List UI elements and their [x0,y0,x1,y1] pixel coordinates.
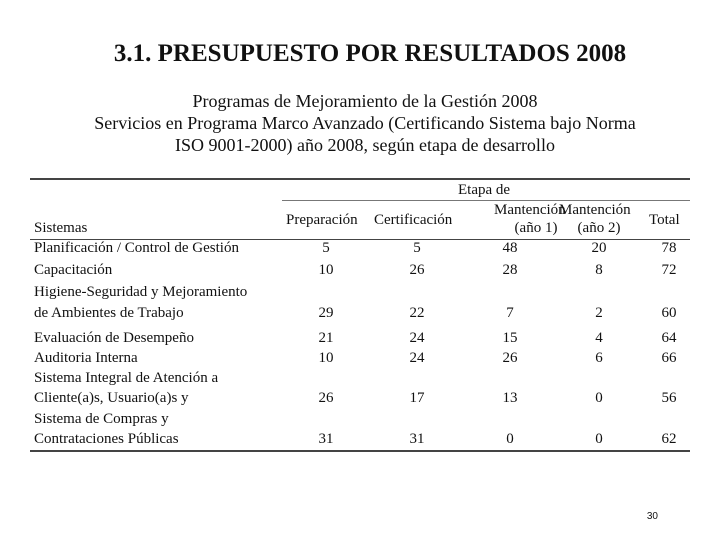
cell-preparacion: 31 [318,431,334,447]
cell-mantencion-2: 6 [595,350,603,366]
subtitle [40,90,690,156]
column-header-total: Total [649,212,680,228]
cell-total: 72 [661,262,677,278]
subtitle-line-2: Servicios en Programa Marco Avanzado (Certificando Sistema bajo Norma [94,113,636,133]
slide-title: 3.1. PRESUPUESTO POR RESULTADOS 2008 [113,40,627,67]
row-label-line-1: Sistema de Compras y [34,411,169,427]
cell-mantencion-1: 26 [502,350,518,366]
subtitle-line-1: Programas de Mejoramiento de la Gestión 2008 [192,91,538,111]
cell-preparacion: 29 [318,305,334,321]
row-label: Auditoria Interna [34,350,138,366]
column-header-mantencion-1-line2: (año 1) [514,220,558,236]
row-label: Capacitación [34,262,113,278]
row-label-line-2: Cliente(a)s, Usuario(a)s y [34,390,189,406]
cell-preparacion: 26 [318,390,334,406]
cell-total: 66 [661,350,677,366]
page-number: 30 [646,511,658,522]
cell-mantencion-2: 20 [591,240,607,256]
row-label: Planificación / Control de Gestión [34,240,239,256]
cell-preparacion: 5 [322,240,330,256]
cell-mantencion-1: 15 [502,330,518,346]
data-table [30,178,690,452]
column-header-mantencion-1-line1: Mantención [494,202,566,218]
column-header-preparacion: Preparación [286,212,358,228]
cell-certificacion: 17 [409,390,425,406]
column-header-certificacion: Certificación [374,212,453,228]
column-header-sistemas: Sistemas [34,220,88,236]
column-header-mantencion-2-line1: Mantención [559,202,631,218]
cell-certificacion: 24 [409,330,425,346]
cell-certificacion: 22 [409,305,425,321]
cell-total: 62 [661,431,677,447]
row-label-line-1: Sistema Integral de Atención a [34,370,219,386]
row-label-line-2: de Ambientes de Trabajo [34,305,184,321]
row-label-line-2: Contrataciones Públicas [34,431,179,447]
cell-mantencion-2: 0 [595,431,603,447]
cell-total: 64 [661,330,677,346]
cell-preparacion: 10 [318,262,334,278]
cell-mantencion-1: 28 [502,262,518,278]
group-header-etapa: Etapa de [458,182,511,198]
cell-mantencion-2: 8 [595,262,603,278]
subtitle-line-3: ISO 9001-2000) año 2008, según etapa de desarrollo [175,135,555,155]
cell-mantencion-1: 48 [502,240,518,256]
cell-total: 56 [661,390,677,406]
column-header-mantencion-2-line2: (año 2) [577,220,621,236]
cell-mantencion-1: 7 [506,305,514,321]
cell-certificacion: 5 [413,240,421,256]
cell-total: 78 [661,240,677,256]
row-label-line-1: Higiene-Seguridad y Mejoramiento [34,284,248,300]
cell-certificacion: 24 [409,350,425,366]
cell-mantencion-1: 13 [502,390,518,406]
cell-preparacion: 21 [318,330,334,346]
cell-total: 60 [661,305,677,321]
cell-mantencion-2: 0 [595,390,603,406]
header-group-rule [282,200,690,201]
bottom-rule [30,450,690,452]
cell-mantencion-1: 0 [506,431,514,447]
cell-certificacion: 31 [409,431,425,447]
row-label: Evaluación de Desempeño [34,330,194,346]
cell-preparacion: 10 [318,350,334,366]
cell-certificacion: 26 [409,262,425,278]
cell-mantencion-2: 2 [595,305,603,321]
top-rule [30,178,690,180]
cell-mantencion-2: 4 [595,330,603,346]
